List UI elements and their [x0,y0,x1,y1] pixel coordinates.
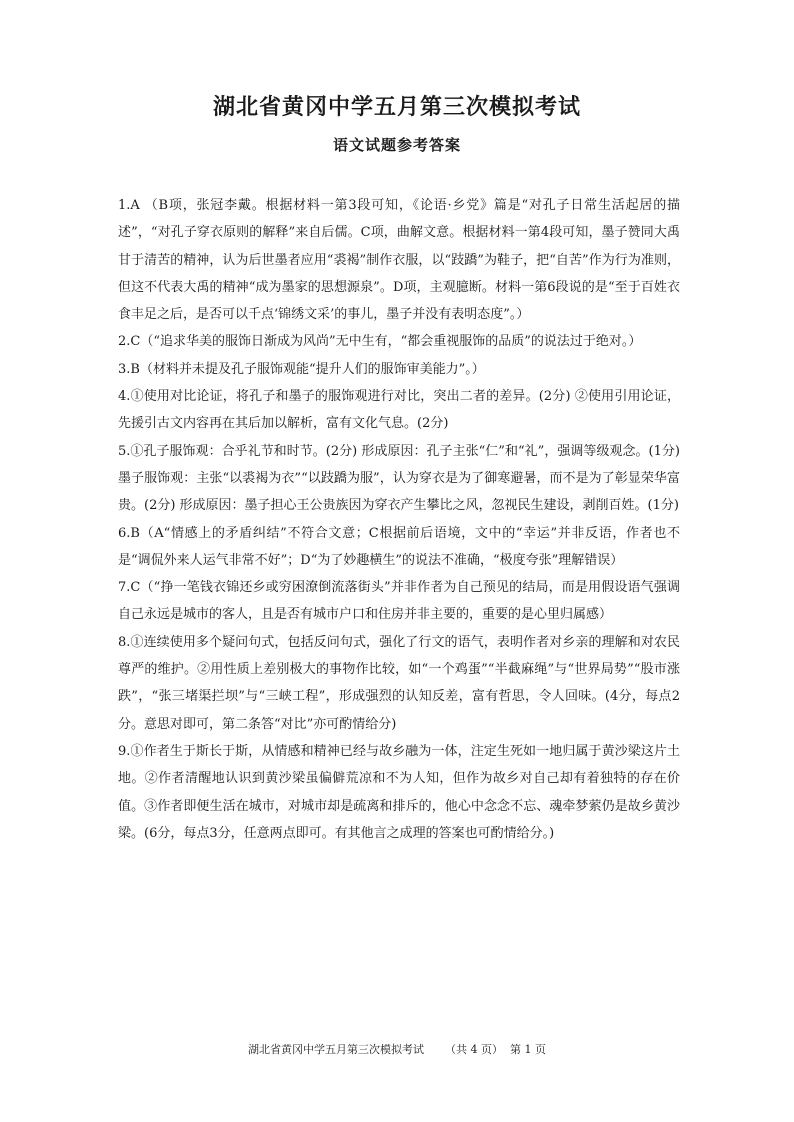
footer-total-pages: （共 4 页） [444,1043,503,1056]
document-title: 湖北省黄冈中学五月第三次模拟考试 [212,95,581,120]
answer-item-5: 5.①孔子服饰观：合乎礼节和时节。(2分) 形成原因：孔子主张“仁”和“礼”，强调等级观念。(1分) 墨子服饰观：主张“以裘褐为衣”“以跂蹻为服”，认为穿衣是为了御寒避暑，而不是为了彰显荣华富贵。(2分) 形成原因：墨子担心王公贵族因为穿衣产生攀比之风，忽视民生建设，剥削百姓。(1分) [118,443,680,514]
footer-exam-name: 湖北省黄冈中学五月第三次模拟考试 [248,1043,424,1056]
answer-list [118,192,680,847]
answer-item-7: 7.C（“挣一笔钱衣锦还乡或穷困潦倒流落街头”并非作者为自己预见的结局，而是用假设语气强调自己永远是城市的客人，且是否有城市户口和住房并非主要的，重要的是心里归属感） [118,580,680,623]
document-subtitle: 语文试题参考答案 [332,136,461,154]
page-footer [0,1042,794,1058]
answer-item-4: 4.①使用对比论证，将孔子和墨子的服饰观进行对比，突出二者的差异。(2分) ②使用引用论证，先援引古文内容再在其后加以解析，富有文化气息。(2分) [118,389,680,432]
answer-item-8: 8.①连续使用多个疑问句式，包括反问句式，强化了行文的语气，表明作者对乡亲的理解和对农民尊严的维护。②用性质上差别极大的事物作比较，如“一个鸡蛋”“半截麻绳”与“世界局势”“股市涨跌”，“张三堵渠拦坝”与“三峡工程”，形成强烈的认知反差，富有哲思，令人回味。(4分，每点2分。意思对即可，第二条答“对比”亦可酌情给分) [118,634,680,732]
answer-item-6: 6.B（A“情感上的矛盾纠结”不符合文意；C根据前后语境，文中的“幸运”并非反语，作者也不是“调侃外来人运气非常不好”；D“为了妙趣横生”的说法不准确，“极度夸张”理解错误） [118,525,680,568]
footer-page-number: 第 1 页 [509,1043,546,1056]
answer-item-1: 1.A （B项，张冠李戴。根据材料一第3段可知，《论语·乡党》篇是“对孔子日常生活起居的描述”，“对孔子穿衣原则的解释”来自后儒。C项，曲解文意。根据材料一第4段可知，墨子赞同大禹甘于清苦的精神，认为后世墨者应用“裘褐”制作衣服，以“跂蹻”为鞋子，把“自苦”作为行为准则，但这不代表大禹的精神“成为墨家的思想源泉”。D项，主观臆断。材料一第6段说的是“至于百姓衣食丰足之后，是否可以千点‘锦绣文采’的事儿，墨子并没有表明态度”。） [118,198,680,323]
answer-item-3: 3.B（材料并未提及孔子服饰观能“提升人们的服饰审美能力”。） [118,361,485,377]
answer-item-2: 2.C（“追求华美的服饰日渐成为风尚”无中生有，“都会重视服饰的品质”的说法过于绝对。） [118,334,642,350]
answer-item-9: 9.①作者生于斯长于斯，从情感和精神已经与故乡融为一体，注定生死如一地归属于黄沙梁这片土地。②作者清醒地认识到黄沙梁虽偏僻荒凉和不为人知，但作为故乡对自己却有着独特的存在价值。③作者即便生活在城市，对城市却是疏离和排斥的，他心中念念不忘、魂牵梦萦仍是故乡黄沙梁。(6分，每点3分，任意两点即可。有其他言之成理的答案也可酌情给分。) [118,743,680,841]
